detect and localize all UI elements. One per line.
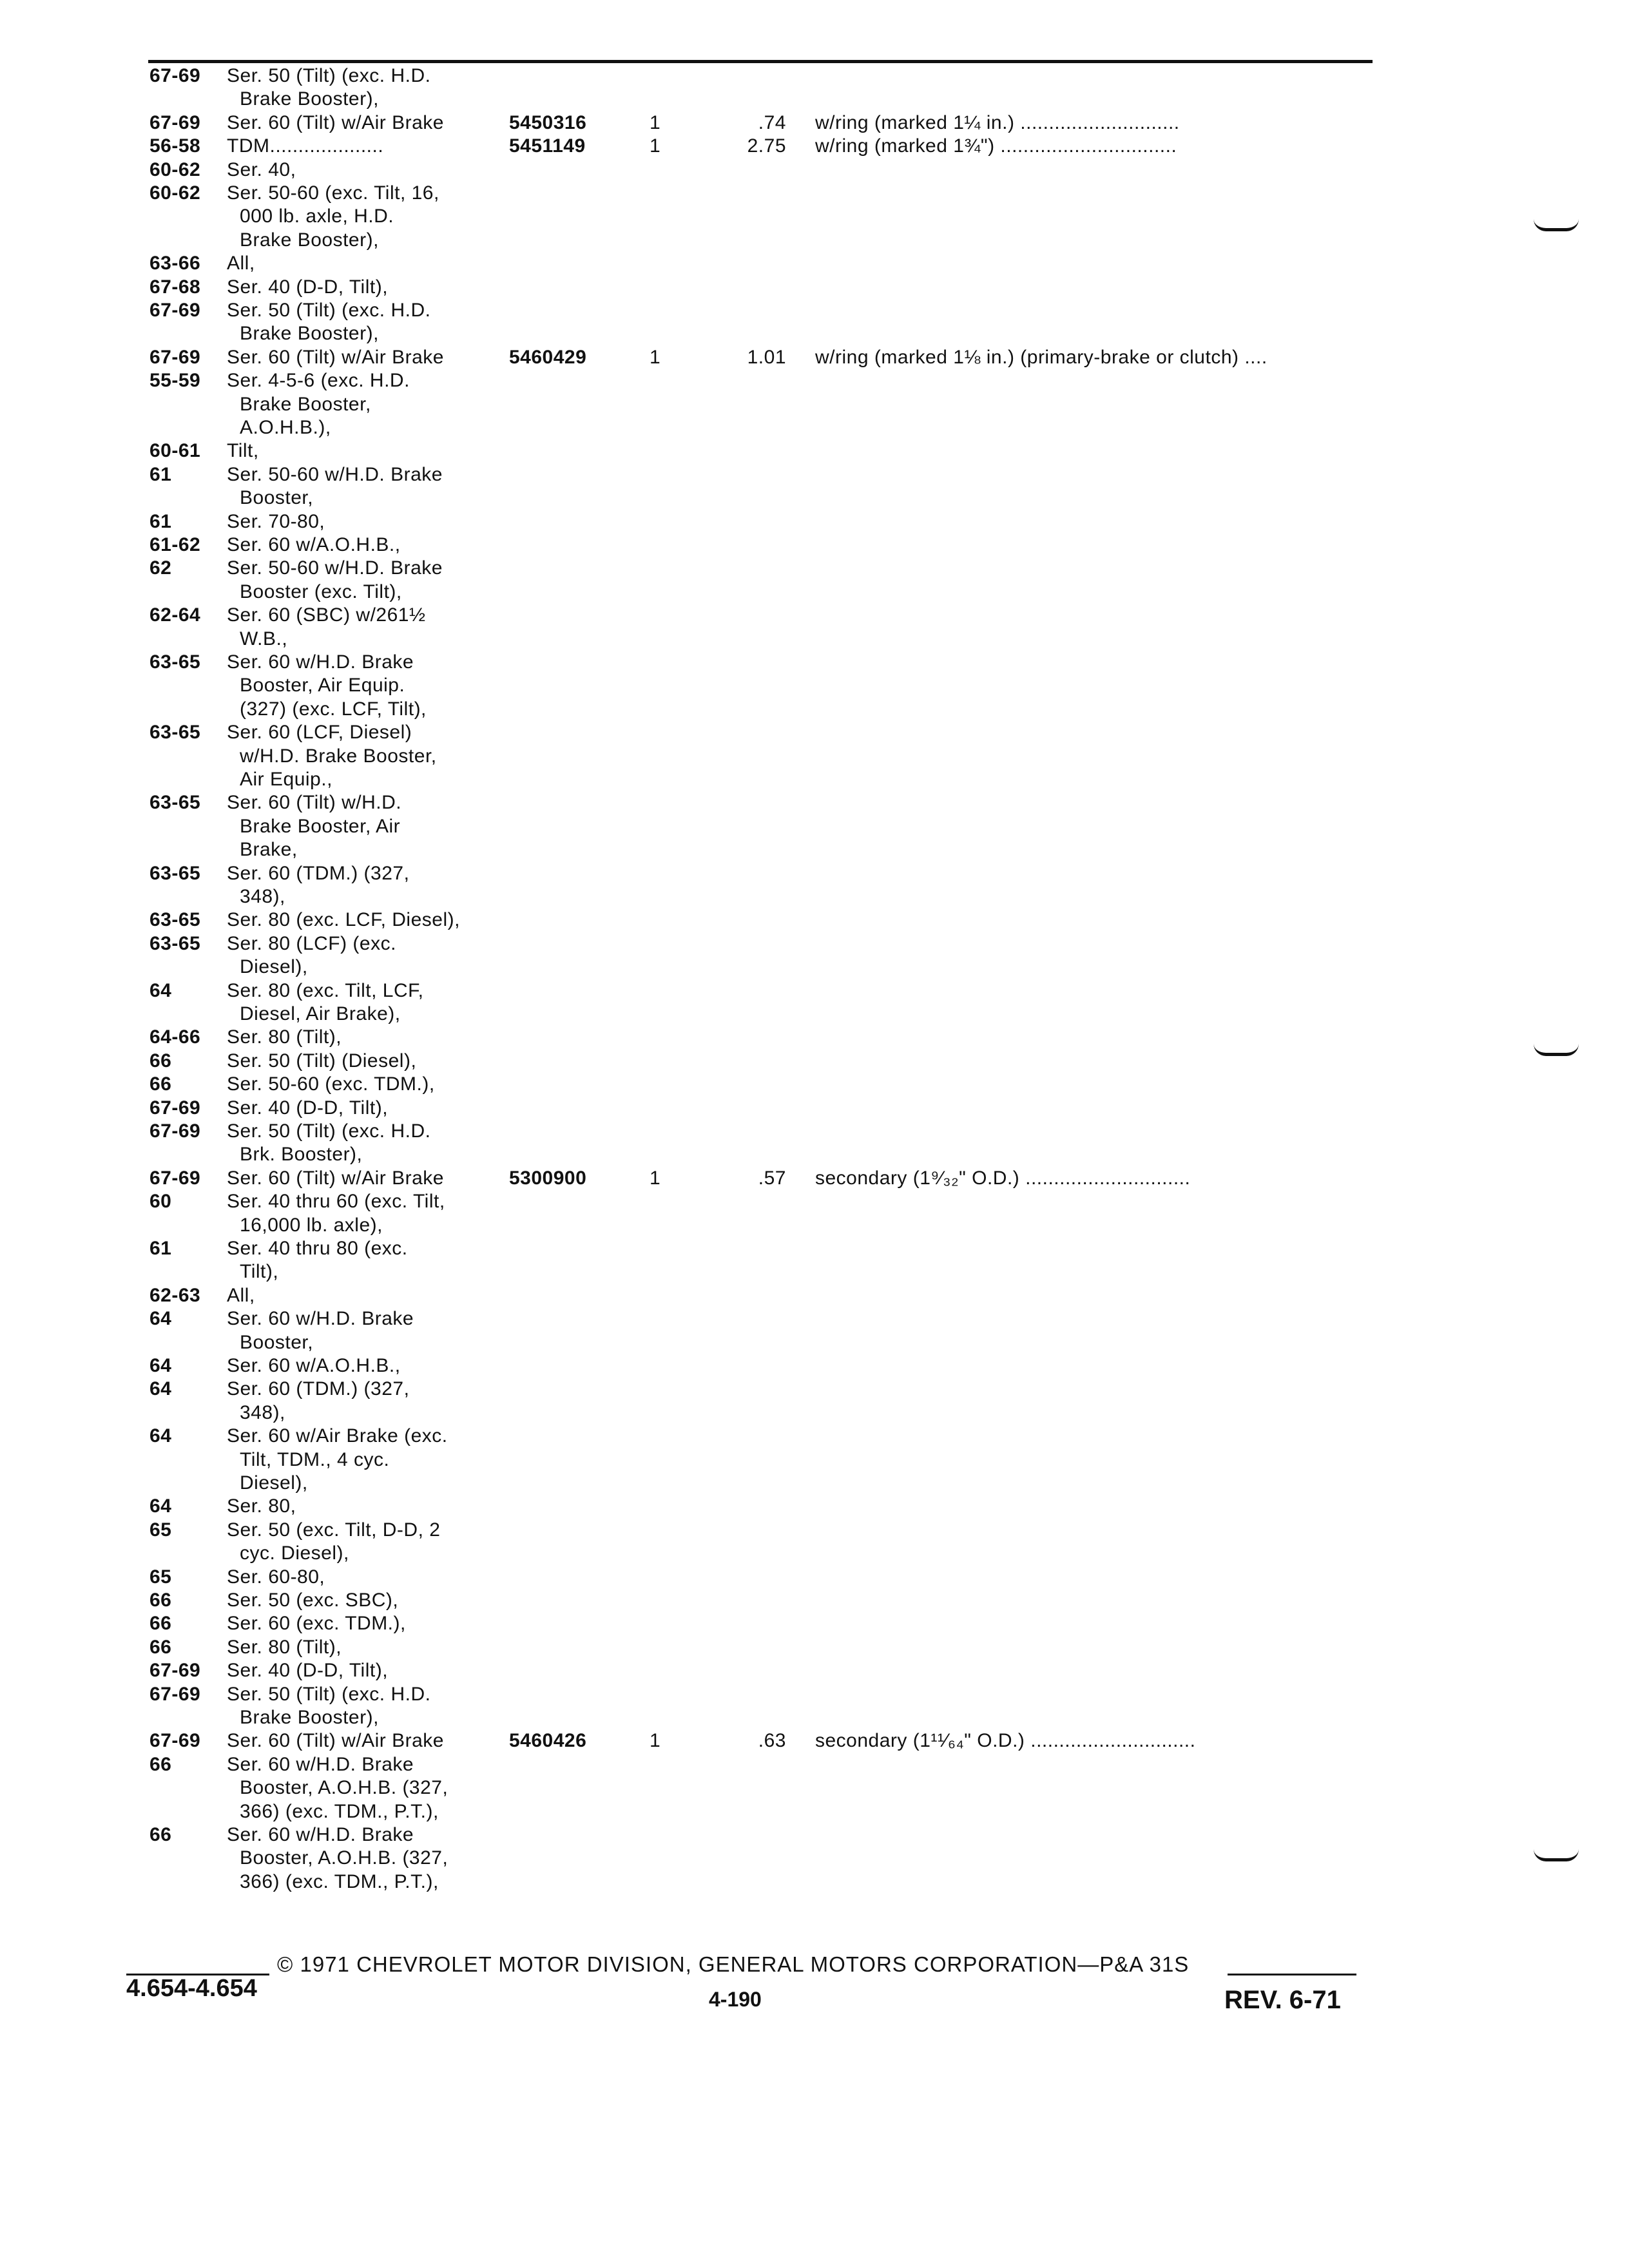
- model-years: 63-65: [149, 909, 201, 931]
- application-description: Ser. 60-80,: [227, 1566, 325, 1588]
- application-description: Ser. 60 w/H.D. Brake: [227, 1824, 414, 1845]
- model-years: 67-69: [149, 1683, 201, 1705]
- model-years: 66: [149, 1753, 172, 1775]
- list-item: [0, 229, 1629, 252]
- list-item: [0, 1683, 1629, 1706]
- model-years: 66: [149, 1824, 172, 1845]
- list-item: [0, 1519, 1629, 1542]
- list-item: [0, 182, 1629, 205]
- quantity: 1: [650, 135, 661, 157]
- list-item: [0, 745, 1629, 768]
- list-item: [0, 416, 1629, 439]
- list-item: [0, 1823, 1629, 1847]
- application-description: TDM....................: [227, 135, 384, 157]
- application-description: Ser. 60 w/Air Brake (exc.: [227, 1425, 448, 1447]
- model-years: 67-69: [149, 1097, 201, 1119]
- quantity: 1: [650, 1730, 661, 1752]
- application-description: Ser. 60 (exc. TDM.),: [227, 1613, 406, 1635]
- description-continuation: Brake Booster),: [240, 88, 379, 110]
- model-years: 62-63: [149, 1284, 201, 1306]
- list-item: [0, 604, 1629, 627]
- list-item: [0, 369, 1629, 392]
- application-description: Ser. 50 (Tilt) (exc. H.D.: [227, 1120, 431, 1142]
- description-continuation: Booster, A.O.H.B. (327,: [240, 1847, 448, 1869]
- application-description: Ser. 60 (Tilt) w/Air Brake: [227, 111, 444, 133]
- price: 1.01: [747, 346, 786, 368]
- application-description: Ser. 40 (D-D, Tilt),: [227, 276, 389, 298]
- model-years: 60-61: [149, 440, 201, 462]
- description-continuation: Diesel, Air Brake),: [240, 1003, 401, 1024]
- part-number: 5451149: [509, 135, 586, 157]
- application-description: Ser. 40 (D-D, Tilt),: [227, 1097, 389, 1119]
- description-continuation: cyc. Diesel),: [240, 1542, 349, 1564]
- page-code: 4.654-4.654: [126, 1975, 257, 2002]
- list-item: [0, 64, 1629, 88]
- list-item: [0, 908, 1629, 932]
- description-continuation: Brake Booster),: [240, 1707, 379, 1728]
- model-years: 63-65: [149, 722, 201, 744]
- application-description: Ser. 40 thru 60 (exc. Tilt,: [227, 1191, 445, 1213]
- list-item: [0, 1847, 1629, 1870]
- model-years: 61: [149, 1238, 172, 1259]
- list-item: [0, 1003, 1629, 1026]
- application-description: All,: [227, 253, 255, 274]
- description-continuation: 000 lb. axle, H.D.: [240, 206, 394, 227]
- model-years: 67-69: [149, 346, 201, 368]
- binding-mark: [1534, 1849, 1579, 1861]
- list-item: [0, 252, 1629, 275]
- list-item: [0, 533, 1629, 557]
- list-item: [0, 979, 1629, 1003]
- model-years: 64: [149, 1378, 172, 1400]
- part-remark: secondary (1⁹⁄₃₂" O.D.) .............................: [815, 1167, 1191, 1189]
- description-continuation: Diesel),: [240, 1472, 308, 1494]
- page-number: 4-190: [709, 1988, 762, 2011]
- list-item: [0, 1753, 1629, 1776]
- model-years: 55-59: [149, 370, 201, 392]
- part-number: 5450316: [509, 111, 587, 133]
- description-continuation: Brake Booster,: [240, 393, 371, 415]
- model-years: 66: [149, 1636, 172, 1658]
- description-continuation: 348),: [240, 1401, 285, 1423]
- application-description: Ser. 60 (Tilt) w/H.D.: [227, 792, 402, 814]
- list-item: [0, 651, 1629, 674]
- model-years: 61: [149, 510, 172, 532]
- application-description: Ser. 70-80,: [227, 510, 325, 532]
- list-item: [0, 1448, 1629, 1472]
- list-item: [0, 1214, 1629, 1237]
- list-item: [0, 1870, 1629, 1894]
- part-number: 5460429: [509, 346, 587, 368]
- application-description: Ser. 60 (TDM.) (327,: [227, 862, 410, 884]
- application-description: Ser. 80 (Tilt),: [227, 1026, 342, 1048]
- application-description: Ser. 60 w/A.O.H.B.,: [227, 534, 401, 555]
- footer-rule-right: [1228, 1974, 1356, 1975]
- application-description: Tilt,: [227, 440, 259, 462]
- description-continuation: 366) (exc. TDM., P.T.),: [240, 1800, 439, 1822]
- model-years: 63-66: [149, 253, 201, 274]
- application-description: Ser. 80,: [227, 1495, 296, 1517]
- list-item: [0, 299, 1629, 322]
- list-item: [0, 346, 1629, 369]
- model-years: 67-69: [149, 1730, 201, 1752]
- list-item: [0, 698, 1629, 721]
- description-continuation: 366) (exc. TDM., P.T.),: [240, 1870, 439, 1892]
- model-years: 66: [149, 1073, 172, 1095]
- list-item: [0, 1331, 1629, 1354]
- application-description: Ser. 50 (Tilt) (exc. H.D.: [227, 65, 431, 86]
- model-years: 60-62: [149, 182, 201, 204]
- description-continuation: 348),: [240, 886, 285, 907]
- application-description: Ser. 40 (D-D, Tilt),: [227, 1660, 389, 1682]
- list-item: [0, 135, 1629, 158]
- list-item: [0, 322, 1629, 345]
- revision-label: REV. 6-71: [1224, 1986, 1341, 2014]
- application-description: Ser. 80 (exc. LCF, Diesel),: [227, 909, 460, 931]
- application-description: Ser. 60 (Tilt) w/Air Brake: [227, 1167, 444, 1189]
- list-item: [0, 1729, 1629, 1753]
- description-continuation: Booster,: [240, 1331, 314, 1353]
- list-item: [0, 885, 1629, 908]
- list-item: [0, 815, 1629, 838]
- list-item: [0, 581, 1629, 604]
- model-years: 67-69: [149, 1660, 201, 1682]
- description-continuation: Brake,: [240, 839, 298, 861]
- application-description: Ser. 4-5-6 (exc. H.D.: [227, 370, 410, 392]
- application-description: Ser. 60 w/H.D. Brake: [227, 1753, 414, 1775]
- model-years: 64: [149, 1308, 172, 1330]
- description-continuation: Brake Booster, Air: [240, 815, 401, 837]
- part-number: 5300900: [509, 1167, 587, 1189]
- list-item: [0, 1354, 1629, 1378]
- model-years: 61: [149, 463, 172, 485]
- application-description: Ser. 50-60 (exc. TDM.),: [227, 1073, 435, 1095]
- model-years: 67-69: [149, 65, 201, 86]
- model-years: 67-69: [149, 1167, 201, 1189]
- quantity: 1: [650, 1167, 661, 1189]
- application-description: Ser. 80 (Tilt),: [227, 1636, 342, 1658]
- price: .63: [758, 1730, 786, 1752]
- list-item: [0, 1260, 1629, 1283]
- model-years: 66: [149, 1613, 172, 1635]
- application-description: Ser. 60 (Tilt) w/Air Brake: [227, 346, 444, 368]
- application-description: Ser. 40 thru 80 (exc.: [227, 1238, 408, 1259]
- list-item: [0, 439, 1629, 463]
- list-item: [0, 1190, 1629, 1213]
- list-item: [0, 1097, 1629, 1120]
- binding-mark: [1534, 1044, 1579, 1056]
- list-item: [0, 1706, 1629, 1729]
- application-description: Ser. 50 (exc. Tilt, D-D, 2: [227, 1519, 441, 1541]
- model-years: 67-68: [149, 276, 201, 298]
- model-years: 62: [149, 557, 172, 579]
- list-item: [0, 557, 1629, 580]
- application-description: Ser. 50-60 (exc. Tilt, 16,: [227, 182, 439, 204]
- application-description: Ser. 50 (Tilt) (exc. H.D.: [227, 300, 431, 321]
- description-continuation: Booster (exc. Tilt),: [240, 581, 402, 602]
- model-years: 56-58: [149, 135, 201, 157]
- model-years: 60: [149, 1191, 172, 1213]
- description-continuation: Diesel),: [240, 956, 308, 978]
- application-description: Ser. 60 (LCF, Diesel): [227, 722, 412, 744]
- application-description: Ser. 80 (exc. Tilt, LCF,: [227, 979, 424, 1001]
- model-years: 66: [149, 1590, 172, 1611]
- list-item: [0, 674, 1629, 697]
- list-item: [0, 276, 1629, 299]
- description-continuation: Brake Booster),: [240, 229, 379, 251]
- application-description: Ser. 60 w/H.D. Brake: [227, 651, 414, 673]
- top-rule: [148, 60, 1373, 63]
- list-item: [0, 510, 1629, 533]
- application-description: Ser. 60 (TDM.) (327,: [227, 1378, 410, 1400]
- model-years: 67-69: [149, 1120, 201, 1142]
- model-years: 67-69: [149, 300, 201, 321]
- list-item: [0, 1589, 1629, 1612]
- list-item: [0, 1050, 1629, 1073]
- application-description: Ser. 60 w/A.O.H.B.,: [227, 1355, 401, 1376]
- description-continuation: Booster,: [240, 487, 314, 509]
- model-years: 60-62: [149, 159, 201, 180]
- application-description: Ser. 50-60 w/H.D. Brake: [227, 463, 443, 485]
- list-item: [0, 393, 1629, 416]
- application-description: Ser. 40,: [227, 159, 296, 180]
- list-item: [0, 111, 1629, 135]
- model-years: 64: [149, 979, 172, 1001]
- list-item: [0, 838, 1629, 861]
- list-item: [0, 463, 1629, 486]
- description-continuation: A.O.H.B.),: [240, 417, 331, 438]
- model-years: 64: [149, 1355, 172, 1376]
- list-item: [0, 862, 1629, 885]
- list-item: [0, 1120, 1629, 1143]
- list-item: [0, 1073, 1629, 1096]
- list-item: [0, 486, 1629, 510]
- model-years: 61-62: [149, 534, 201, 555]
- list-item: [0, 1167, 1629, 1190]
- description-continuation: w/H.D. Brake Booster,: [240, 745, 437, 767]
- part-number: 5460426: [509, 1730, 587, 1752]
- application-description: Ser. 60 (Tilt) w/Air Brake: [227, 1730, 444, 1752]
- list-item: [0, 1026, 1629, 1049]
- model-years: 66: [149, 1050, 172, 1072]
- application-description: Ser. 50-60 w/H.D. Brake: [227, 557, 443, 579]
- list-item: [0, 1378, 1629, 1401]
- model-years: 67-69: [149, 111, 201, 133]
- model-years: 64-66: [149, 1026, 201, 1048]
- price: .74: [758, 111, 786, 133]
- application-description: Ser. 80 (LCF) (exc.: [227, 932, 396, 954]
- application-description: Ser. 60 w/H.D. Brake: [227, 1308, 414, 1330]
- list-item: [0, 1566, 1629, 1589]
- list-item: [0, 88, 1629, 111]
- list-item: [0, 1636, 1629, 1659]
- list-item: [0, 1659, 1629, 1682]
- part-remark: w/ring (marked 1⅛ in.) (primary-brake or clutch) ....: [815, 346, 1268, 368]
- list-item: [0, 791, 1629, 814]
- quantity: 1: [650, 346, 661, 368]
- application-description: Ser. 50 (Tilt) (Diesel),: [227, 1050, 417, 1072]
- copyright-line: © 1971 CHEVROLET MOTOR DIVISION, GENERAL MOTORS CORPORATION—P&A 31S: [277, 1952, 1190, 1976]
- model-years: 64: [149, 1495, 172, 1517]
- price: 2.75: [747, 135, 786, 157]
- application-description: Ser. 50 (Tilt) (exc. H.D.: [227, 1683, 431, 1705]
- list-item: [0, 1425, 1629, 1448]
- list-item: [0, 1800, 1629, 1823]
- description-continuation: Booster, Air Equip.: [240, 675, 405, 697]
- description-continuation: W.B.,: [240, 628, 288, 649]
- description-continuation: Brake Booster),: [240, 323, 379, 345]
- list-item: [0, 1472, 1629, 1495]
- description-continuation: Brk. Booster),: [240, 1144, 363, 1166]
- list-item: [0, 205, 1629, 228]
- list-item: [0, 1307, 1629, 1331]
- list-item: [0, 1776, 1629, 1800]
- list-item: [0, 1284, 1629, 1307]
- quantity: 1: [650, 111, 661, 133]
- description-continuation: 16,000 lb. axle),: [240, 1214, 383, 1236]
- model-years: 63-65: [149, 651, 201, 673]
- list-item: [0, 1401, 1629, 1425]
- list-item: [0, 159, 1629, 182]
- part-remark: w/ring (marked 1¼ in.) ............................: [815, 111, 1180, 133]
- list-item: [0, 768, 1629, 791]
- application-description: Ser. 50 (exc. SBC),: [227, 1590, 399, 1611]
- part-remark: secondary (1¹¹⁄₆₄" O.D.) .............................: [815, 1730, 1196, 1752]
- list-item: [0, 1143, 1629, 1166]
- application-description: Ser. 60 (SBC) w/261½: [227, 604, 426, 626]
- model-years: 65: [149, 1566, 172, 1588]
- model-years: 63-65: [149, 932, 201, 954]
- list-item: [0, 1495, 1629, 1518]
- description-continuation: Booster, A.O.H.B. (327,: [240, 1777, 448, 1799]
- model-years: 64: [149, 1425, 172, 1447]
- application-description: All,: [227, 1284, 255, 1306]
- list-item: [0, 721, 1629, 744]
- binding-mark: [1534, 219, 1579, 231]
- list-item: [0, 1542, 1629, 1565]
- description-continuation: Tilt, TDM., 4 cyc.: [240, 1448, 390, 1470]
- model-years: 63-65: [149, 792, 201, 814]
- model-years: 62-64: [149, 604, 201, 626]
- description-continuation: Tilt),: [240, 1261, 279, 1283]
- part-remark: w/ring (marked 1¾") ...............................: [815, 135, 1177, 157]
- description-continuation: Air Equip.,: [240, 769, 333, 790]
- list-item: [0, 628, 1629, 651]
- list-item: [0, 932, 1629, 956]
- list-item: [0, 1612, 1629, 1635]
- price: .57: [758, 1167, 786, 1189]
- model-years: 65: [149, 1519, 172, 1541]
- list-item: [0, 956, 1629, 979]
- description-continuation: (327) (exc. LCF, Tilt),: [240, 698, 427, 720]
- list-item: [0, 1237, 1629, 1260]
- model-years: 63-65: [149, 862, 201, 884]
